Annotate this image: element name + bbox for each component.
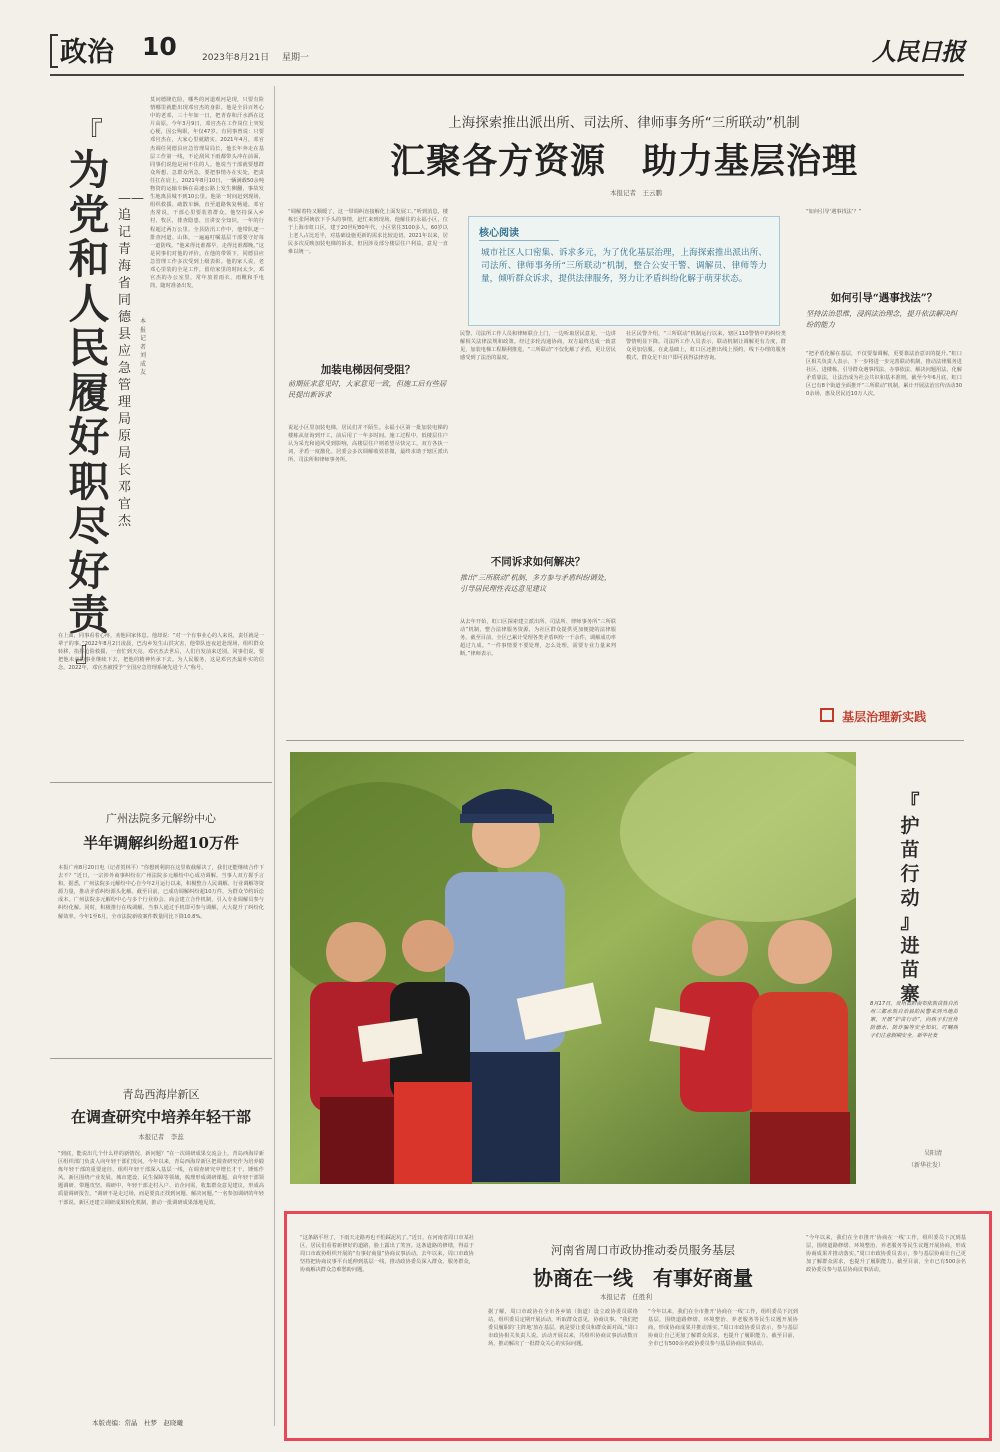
shanghai-col1: “调解着特又顺暖了，这一带调纠直接解化上面发展工。”听到消息，楼栋长张阿姨放下手头的事情，赶忙来到现场。他解住的永福小区，位于上海市虹口区，建于20世纪80年代，小区常住3100多人，60岁以上老人占比近半，对基础设施更新的需求比较迫切。2021年以来，居民多次反映加装电梯的诉求，但因涉及部分楼层住户利益，意见一直难以统一。 xyxy=(288,209,448,256)
qinghai-byline: 本报记者 刘成友 xyxy=(140,318,153,376)
qingdao-body: “到底，能说出几个什么样的新情况、新问题？”在一次调研成果交流会上，青岛西海岸新区组织部门负责人向年轻干部们发问。今年以来，青岛西海岸新区把调查研究作为培养锻炼年轻干部的重要途径，组织年轻干部深入基层一线，在调查研究中增长才干、锤炼作风。新区围绕产业发展、城市建设、民生保障等领域，梳理形成调研课题，由年轻干部领题调研、带题攻坚。调研中，年轻干部走村入户、访企问需，收集群众意见建议，形成高质量调研报告。“调研不是走过场，而是要真正找到问题、解决问题。”一名参加调研的年轻干部说。新区还建立调研成果转化机制，推动一批调研成果落地见效。 xyxy=(58,1151,264,1206)
qingdao-byline: 本报记者 李蕊 xyxy=(138,1133,184,1141)
qinghai-body-bottom: 在上面，同事看着心疼，劝他回家休息。他却说：“对一个有事业心的人来说，责任就是一辈子的事。”2022年8月2日凌晨，巴沟乡发生山洪灾害，他带队连夜赶赴现场，组织群众转移，指挥抢险救援，一直忙到天亮。邓官杰去世后，人们自发前来送别。同事们说，要把他未竟的事业继续下去，把他的精神传承下去。为人民服务，这是邓官杰最朴实的信念。2022年，邓官杰被授予“全国应急管理系统先进个人”称号。 xyxy=(58,633,264,672)
shanghai-col7: “把矛盾化解在基层，不仅要靠调解，更要靠法治意识的提升。”虹口区相关负责人表示，下一步将进一步完善联动机制，推动法律服务进社区、进楼栋，引导群众遇事找法、办事依法、解决问题用法、化解矛盾靠法，让法治成为社会共识和基本准则。截至今年6月底，虹口区已有8个街道全面推开“三所联动”机制，累计开展法治宣传活动300余场，惠及居民近10万人次。 xyxy=(806,351,962,398)
section-bracket-icon xyxy=(50,34,58,68)
shanghai-col2: 说起小区里加装电梯，居民们并不陌生。永福小区第一批加装电梯的楼栋从征询到开工，前后用了一年多时间。施工过程中，低楼层住户认为采光和通风受到影响，高楼层住户则希望尽快完工，双方各执一词，矛盾一度激化。居委会多次调解收效甚微，最终求助于辖区派出所、司法所和律师事务所。 xyxy=(288,425,448,464)
issue-date: 2023年8月21日 xyxy=(202,53,270,63)
photo-title-char: 苗 xyxy=(900,959,920,981)
zhoukou-col4: “今年以来，我们在全市推开‘协商在一线’工作，组织委员下沉到基层，围绕道路修缮、环境整治、养老服务等民生议题开展协商，形成协商成果并推动落实。”周口市政协委员表示，参与基层协商让自己更加了解群众需求，也提升了履职能力。截至目前，全市已有500余名政协委员参与基层协商议事活动。 xyxy=(806,1235,966,1274)
core-reading-label: 核心阅读 xyxy=(479,228,519,239)
title-close-quote: 』 xyxy=(74,634,103,668)
shanghai-sub2-deck: 推出“三所联动”机制，多方参与矛盾纠纷调处，引导居民理性表达意见建议 xyxy=(460,573,612,593)
photo-title-char: 动 xyxy=(900,887,920,909)
shanghai-sub3-deck: 坚持法治思维，浸润法治理念，提升依法解决纠纷的能力 xyxy=(806,309,957,329)
qingdao-kicker: 青岛西海岸新区 xyxy=(122,1088,200,1101)
qinghai-body: 莫问德隆危险，哪些的河道观河是现，只要有险情哪里就能出现邓官杰的身影。他是全县百姓心中的老邓，三十年如一日，把青春和汗水洒在这片高原。今年3月9日，邓官杰在工作岗位上突发心梗，因公殉职，年仅47岁。有同事曾说：只要邓官杰在，大家心里就踏实。2021年4月，邓官杰调任同德县应急管理局局长，他长年奔走在基层工作第一线，不论刮风下雨都带头冲在前面，同事们说他是闲不住的人。他说当干部就要想群众所想、急群众所急，要把事情办在实处，把责任扛在肩上。2021年8月10日，一辆满载50余吨物资的运输车辆在高速公路上发生侧翻，事故发生地离县城不到10公里。他第一时间赶到现场，组织救援、疏散车辆，直至道路恢复畅通。邓官杰常说，干部心里要装着群众。他坚持深入乡村、牧区，排查隐患，宣讲安全知识，一年的行程超过两万公里。全县防汛工作中，他带队逐一排查河道、山体，一遍遍叮嘱基层干部要守好每一道防线。“他来得比谁都早，走得比谁都晚。”这是同事们对他的评价。在他的带领下，同德县应急管理工作多次受到上级表彰。他的家人说，老邓心里装的全是工作，留给家里的时间太少。邓官杰的办公室里，常年放着雨衣、雨靴和手电筒，随时准备出发。 xyxy=(150,97,264,290)
divider-mid xyxy=(286,740,964,741)
page-number: 10 xyxy=(142,32,177,61)
photo-title-char: 』 xyxy=(900,911,920,933)
zhoukou-headline: 协商在一线 有事好商量 xyxy=(533,1266,753,1290)
shanghai-sub1-deck: 前期征求意见时，大家意见一致，但施工后有些居民提出新诉求 xyxy=(288,379,447,399)
shanghai-col5: 社区民警介绍，“三所联动”机制运行以来，辖区110警情中的纠纷类警情明显下降。司法所工作人员表示，联动机制让调解更有力度，群众更加信服。在此基础上，虹口区还推出线上预约、线下办理的服务模式，群众足不出户即可获得法律咨询。 xyxy=(626,331,786,362)
photo-title-char: 进 xyxy=(900,935,920,957)
qinghai-title-char: 和 xyxy=(68,235,110,283)
shanghai-sub1: 加装电梯因何受阻？ xyxy=(320,364,416,376)
zhoukou-col3: “今年以来，我们在全市推开‘协商在一线’工作，组织委员下沉到基层，围绕道路修缮、环境整治、养老服务等民生议题开展协商，形成协商成果并推动落实。”周口市政协委员表示，参与基层协商让自己更加了解群众需求，也提升了履职能力。截至目前，全市已有500余名政协委员参与基层协商议事活动。 xyxy=(648,1309,798,1348)
issue-weekday: 星期一 xyxy=(282,53,310,63)
qinghai-subtitle: ——追记青海省同德县应急管理局原局长邓官杰 xyxy=(118,191,144,529)
core-reading-box xyxy=(468,216,780,326)
shanghai-sub2: 不同诉求如何解决？ xyxy=(490,556,586,568)
guangzhou-headline: 半年调解纠纷超10万件 xyxy=(83,834,239,852)
zhoukou-kicker: 河南省周口市政协推动委员服务基层 xyxy=(551,1243,735,1257)
photo-caption: 8月17日，贵州省黔南布依族苗族自治州三都水族自治县的民警来到当地苗寨，开展“护苗行动”，向孩子们宣传防溺水、防诈骗等安全知识，叮嘱孩子们注意假期安全。新华社发 xyxy=(870,1001,958,1040)
core-reading-text: 城市社区人口密集、诉求多元，为了优化基层治理，上海探索推出派出所、司法所、律师事务所“三所联动”机制，整合公安干警、调解员、律师等力量，倾听群众诉求，提供法律服务，努力让矛盾纠纷化解于萌芽状态。 xyxy=(481,248,767,284)
photo-title-char: 『 xyxy=(900,791,920,813)
divider-left-1 xyxy=(50,782,272,783)
shanghai-col3: 民警、司法所工作人员和律师联合上门，一边听取居民意见，一边讲解相关法律法规和政策。经过多轮沟通协商，双方最终达成一致意见，加装电梯工程顺利推进。“三所联动”不仅化解了矛盾，更让居民感受到了法治的温度。 xyxy=(460,331,616,362)
photo-title-char: 寨 xyxy=(900,983,920,1005)
zhoukou-col1: “这条路平坦了，下雨天走路再也不怕踩泥坑了。”近日，在河南省周口市某社区，居民们看着新修好的道路，脸上露出了笑容。这条道路的修缮，得益于周口市政协组织开展的“有事好商量”协商议事活动。去年以来，周口市政协坚持把协商议事平台延伸到基层一线，推动政协委员深入群众、服务群众，协商解决群众急难愁盼问题。 xyxy=(300,1235,474,1274)
qinghai-title-chars xyxy=(62,148,116,638)
qinghai-title xyxy=(62,118,116,666)
masthead-rule xyxy=(50,74,964,76)
zhoukou-byline: 本报记者 任胜利 xyxy=(600,1293,652,1301)
page-editor: 本版责编：常晶 杜梦 赵晓曦 xyxy=(92,1419,183,1427)
photo-photographer: 吴阳清 xyxy=(923,1150,942,1157)
qinghai-title-char: 履 xyxy=(68,368,110,417)
photo-title-chars xyxy=(895,790,925,1006)
qinghai-title-char: 民 xyxy=(68,324,110,372)
series-tag-label: 基层治理新实践 xyxy=(842,710,927,724)
photo-title-char: 苗 xyxy=(900,839,920,861)
series-tag-icon xyxy=(820,708,834,722)
guangzhou-kicker: 广州法院多元解纷中心 xyxy=(106,812,216,825)
qinghai-title-char: 职 xyxy=(68,457,110,506)
title-open-quote: 『 xyxy=(74,116,103,149)
news-photo xyxy=(290,752,856,1184)
photo-scene xyxy=(290,752,856,1184)
photo-vertical-title xyxy=(895,790,925,1006)
shanghai-headline: 汇聚各方资源 助力基层治理 xyxy=(389,141,858,182)
divider-left xyxy=(274,86,275,1426)
qinghai-title-char: 为 xyxy=(68,146,110,194)
guangzhou-body: 本报广州8月20日电（记者贺林平）“你想到利润在这里收截解决了，我们还能继续合作下去不？”近日，一宗涉外商事纠纷在广州法院多元解纷中心成功调解。当事人双方握手言和。据悉，广州法院多元解纷中心自今年2月运行以来，积极整合人民调解、行业调解等资源力量，推动矛盾纠纷源头化解。截至目前，已成功调解纠纷超10万件，为群众节约诉讼成本。广州法院多元解纷中心与多个行业协会、商会建立合作机制，引入专业调解员参与纠纷化解。同时，积极推行在线调解，当事人通过手机即可参与调解，大大提升了纠纷化解效率。今年1至6月，全市法院新收案件数量同比下降10.8%。 xyxy=(58,865,264,920)
divider-left-2 xyxy=(50,1058,272,1059)
qinghai-title-char: 责 xyxy=(68,591,110,639)
series-tag xyxy=(820,706,926,725)
qingdao-headline: 在调查研究中培养年轻干部 xyxy=(70,1108,251,1126)
qinghai-title-char: 人 xyxy=(68,279,110,328)
photo-credit: （新华社发） xyxy=(907,1162,944,1169)
shanghai-col4: 从去年开始，虹口区探索建立派出所、司法所、律师事务所“三所联动”机制，整合法律服务资源，为社区群众提供更加便捷的法律服务。截至目前，全区已累计受理各类矛盾纠纷一千余件，调解成功率超过九成。“一件事情要不要处理，怎么处理，需要专业力量来判断。”律师表示。 xyxy=(460,619,616,658)
photo-title-char: 护 xyxy=(900,815,920,837)
page-masthead xyxy=(50,30,964,72)
section-name: 政治 xyxy=(60,37,114,68)
zhoukou-col2: 据了解，周口市政协在全市各乡镇（街道）设立政协委员联络站，组织委员定期开展活动，听取群众意见，协商议事。“我们把委员履职的‘主阵地’放在基层，就是要让委员和群众面对面。”周口市政协相关负责人说。活动开展以来，共组织协商议事活动数百场，推动解决了一批群众关心的实际问题。 xyxy=(488,1309,638,1348)
qinghai-title-char: 党 xyxy=(68,190,110,239)
core-reading-rule xyxy=(479,240,559,241)
qinghai-title-char: 尽 xyxy=(68,502,110,550)
qinghai-title-char: 好 xyxy=(68,413,110,461)
shanghai-col6-top: “如何引导‘遇事找法’？” xyxy=(806,209,862,215)
paper-logo: 人民日报 xyxy=(872,37,964,66)
shanghai-kicker: 上海探索推出派出所、司法所、律师事务所“三所联动”机制 xyxy=(448,115,800,131)
shanghai-byline: 本报记者 王云鹏 xyxy=(610,189,662,197)
shanghai-sub3: 如何引导“遇事找法”？ xyxy=(830,292,938,304)
qinghai-title-char: 好 xyxy=(68,546,110,595)
photo-title-char: 行 xyxy=(900,863,920,885)
